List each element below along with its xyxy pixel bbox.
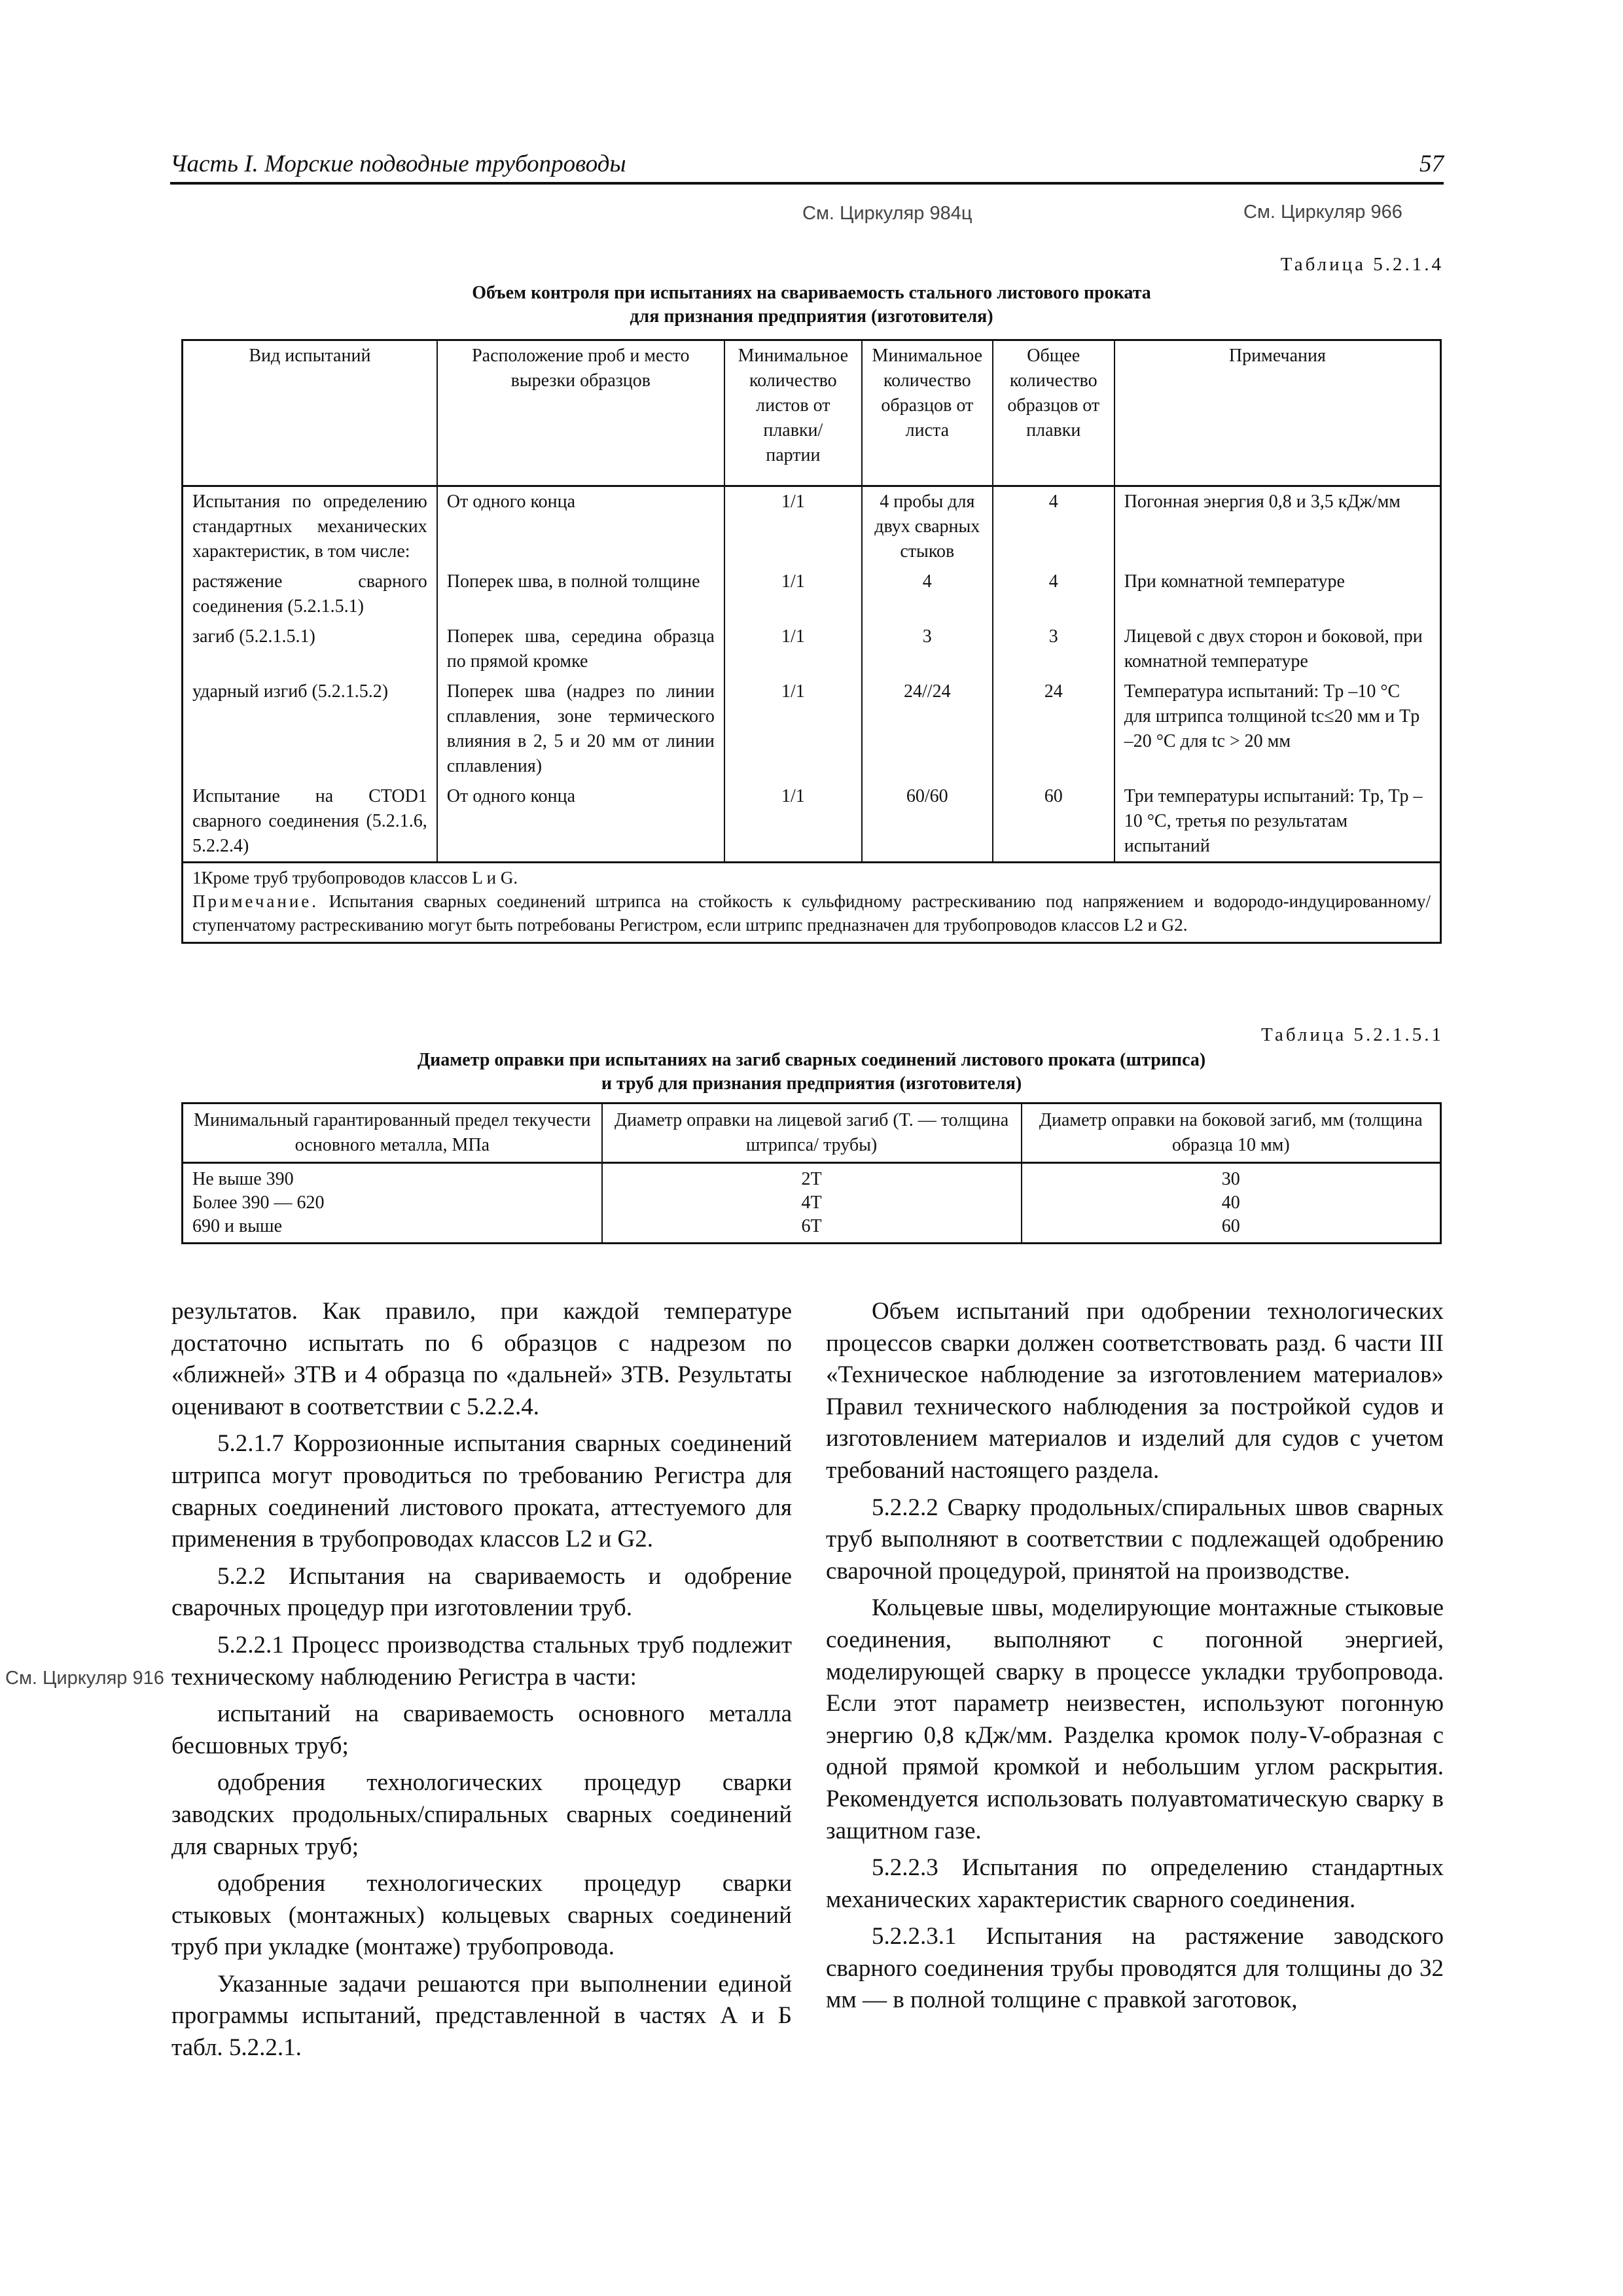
column-header: Диаметр оправки на лицевой загиб (T. — толщина штрипса/ трубы) (602, 1103, 1022, 1163)
table-row (183, 622, 1441, 677)
table-cell: Три температуры испытаний: Tp, Tp –10 °С, третья по результатам испытаний (1115, 781, 1441, 863)
paragraph: 5.2.2.3 Испытания по определению стандартных механических характеристик сварного соединения. (826, 1854, 1444, 1913)
column-header: Минимальный гарантированный предел текучести основного металла, МПа (183, 1103, 602, 1163)
running-header (170, 143, 1444, 185)
circular-916-link[interactable]: См. Циркуляр 916 (5, 1668, 164, 1689)
table-note (192, 889, 1431, 937)
table-cell: 3 (993, 622, 1115, 677)
table-cell: От одного конца (437, 486, 724, 567)
table-row (183, 1163, 1441, 1244)
table-cell: Температура испытаний: Tp –10 °С для штрипса толщиной tc≤20 мм и Tp –20 °С для tc > 20 мм (1115, 677, 1441, 781)
column-header: Минимальное количество листов от плавки/ партии (724, 340, 862, 486)
paragraph: 5.2.1.7 Коррозионные испытания сварных соединений штрипса могут проводиться по требованию Регистра для сварных соединений листового проката, аттестуемого для применения в трубопроводах классов L2 и G2. (171, 1430, 792, 1553)
table-cell: 1/1 (724, 486, 862, 567)
table-2-caption-line-1: Диаметр оправки при испытаниях на загиб сварных соединений листового проката (штрипса) (417, 1050, 1206, 1070)
column-header: Диаметр оправки на боковой загиб, мм (толщина образца 10 мм) (1022, 1103, 1441, 1163)
table-cell: 1/1 (724, 622, 862, 677)
table-cell: Поперек шва (надрез по линии сплавления, зоне термического влияния в 2, 5 и 20 мм от линии сплавления) (437, 677, 724, 781)
table-cell: Погонная энергия 0,8 и 3,5 кДж/мм (1115, 486, 1441, 567)
paragraph: 5.2.2.1 Процесс производства стальных труб подлежит техническому наблюдению Регистра в части: (171, 1631, 792, 1691)
table-cell: 4 (862, 567, 993, 622)
table-cell: 60 (1221, 1216, 1240, 1236)
column-header: Вид испытаний (183, 340, 437, 486)
paragraph: испытаний на свариваемость основного металла бесшовных труб; (171, 1700, 792, 1759)
paragraph: 5.2.2.3.1 Испытания на растяжение заводского сварного соединения трубы проводятся для толщины до 32 мм — в полной толщине с правкой заготовок, (826, 1923, 1444, 2014)
table-row (183, 567, 1441, 622)
table-cell: Поперек шва, в полной толщине (437, 567, 724, 622)
note-text: Испытания сварных соединений штрипса на стойкость к сульфидному растрескиванию под напряжением и водородо-индуцированному/ступенчатому растрескиванию могут быть потребованы Регистром, если штрипс предназначен для трубопроводов классов L2 и G2. (192, 891, 1431, 935)
table-cell: Поперек шва, середина образца по прямой кромке (437, 622, 724, 677)
paragraph: 5.2.2.2 Сварку продольных/спиральных швов сварных труб выполняют в соответствии с подлежащей одобрению сварочной процедурой, принятой на производстве. (826, 1494, 1444, 1585)
table-mandrel-diameter (181, 1102, 1442, 1244)
table-cell: 4 пробы для двух сварных стыков (862, 486, 993, 567)
table-cell: 30 (1221, 1169, 1240, 1189)
table-2-caption (183, 1049, 1440, 1096)
table-cell: Испытания по определению стандартных механических характеристик, в том числе: (183, 486, 437, 567)
table-cell-stack (183, 1163, 602, 1244)
column-header: Общее количество образцов от плавки (993, 340, 1115, 486)
table-footnote-cell (183, 863, 1441, 943)
table-cell: Более 390 — 620 (192, 1193, 325, 1213)
table-cell: 6T (801, 1216, 822, 1236)
page-number: 57 (1419, 151, 1444, 177)
table-cell: 60 (993, 781, 1115, 863)
table-1-caption-line-2: для признания предприятия (изготовителя) (630, 306, 993, 327)
table-cell: Лицевой с двух сторон и боковой, при комнатной температуре (1115, 622, 1441, 677)
table-row (183, 781, 1441, 863)
table-header-row (183, 340, 1441, 486)
table-cell: 1/1 (724, 567, 862, 622)
paragraph: Кольцевые швы, моделирующие монтажные стыковые соединения, выполняют с погонной энергией, моделирующей сварку в процессе укладки трубопровода. Если этот параметр неизвестен, используют погонную энергию 0,8 кДж/мм. Разделка кромок полу-V-образная с одной прямой кромкой и небольшим углом раскрытия. Рекомендуется использовать полуавтоматическую сварку в защитном газе. (826, 1594, 1444, 1844)
table-cell: Не выше 390 (192, 1169, 294, 1189)
table-footnote-row (183, 863, 1441, 943)
table-cell: От одного конца (437, 781, 724, 863)
table-cell: При комнатной температуре (1115, 567, 1441, 622)
table-cell: 24//24 (862, 677, 993, 781)
table-cell: загиб (5.2.1.5.1) (183, 622, 437, 677)
column-header: Расположение проб и место вырезки образцов (437, 340, 724, 486)
table-cell-stack (602, 1163, 1022, 1244)
table-1-number: Таблица 5.2.1.4 (1280, 254, 1444, 275)
table-cell: 2T (801, 1169, 822, 1189)
table-cell: 4 (993, 567, 1115, 622)
paragraph: результатов. Как правило, при каждой температуре достаточно испытать по 6 образцов с надрезом по «ближней» ЗТВ и 4 образца по «дальней» ЗТВ. Результаты оценивают в соответствии с 5.2.2.4. (171, 1298, 792, 1420)
table-cell: 4 (993, 486, 1115, 567)
table-1-caption-line-1: Объем контроля при испытаниях на свариваемость стального листового проката (472, 283, 1151, 303)
table-row (183, 486, 1441, 567)
table-cell: ударный изгиб (5.2.1.5.2) (183, 677, 437, 781)
table-2-caption-line-2: и труб для признания предприятия (изготовителя) (601, 1073, 1022, 1094)
paragraph: 5.2.2 Испытания на свариваемость и одобрение сварочных процедур при изготовлении труб. (171, 1562, 792, 1622)
paragraph: Указанные задачи решаются при выполнении единой программы испытаний, представленной в частях А и Б табл. 5.2.2.1. (171, 1970, 792, 2062)
paragraph: одобрения технологических процедур сварки стыковых (монтажных) кольцевых сварных соединений труб при укладке (монтаже) трубопровода. (171, 1870, 792, 1961)
table-cell: 1/1 (724, 677, 862, 781)
table-footnote: 1Кроме труб трубопроводов классов L и G. (192, 868, 518, 888)
header-title: Часть I. Морские подводные трубопроводы (170, 151, 626, 177)
paragraph: Объем испытаний при одобрении технологических процессов сварки должен соответствовать разд. 6 части III «Техническое наблюдение за изготовлением материалов» Правил технического наблюдения за постройкой судов и изготовлением материалов и изделий для судов с учетом требований настоящего раздела. (826, 1298, 1444, 1484)
table-cell: 1/1 (724, 781, 862, 863)
table-cell: 3 (862, 622, 993, 677)
paragraph: одобрения технологических процедур сварки заводских продольных/спиральных сварных соединений для сварных труб; (171, 1769, 792, 1860)
left-text-column (171, 1296, 792, 2070)
circular-984-link[interactable]: См. Циркуляр 984ц (802, 203, 972, 224)
table-welding-test-scope (181, 339, 1442, 944)
column-header: Примечания (1115, 340, 1441, 486)
circular-966-link[interactable]: См. Циркуляр 966 (1243, 202, 1402, 223)
table-cell: 4T (801, 1193, 822, 1213)
table-cell: растяжение сварного соединения (5.2.1.5.1) (183, 567, 437, 622)
note-label: Примечание. (192, 891, 319, 911)
table-cell: 24 (993, 677, 1115, 781)
table-2-number: Таблица 5.2.1.5.1 (1260, 1024, 1444, 1045)
table-cell: 60/60 (862, 781, 993, 863)
right-text-column (826, 1296, 1444, 2022)
column-header: Минимальное количество образцов от листа (862, 340, 993, 486)
table-1-caption (183, 281, 1440, 329)
table-row (183, 677, 1441, 781)
table-cell: Испытание на CTOD1 сварного соединения (5.2.1.6, 5.2.2.4) (183, 781, 437, 863)
table-cell: 40 (1221, 1193, 1240, 1213)
table-header-row (183, 1103, 1441, 1163)
table-cell-stack (1022, 1163, 1441, 1244)
table-cell: 690 и выше (192, 1216, 283, 1236)
